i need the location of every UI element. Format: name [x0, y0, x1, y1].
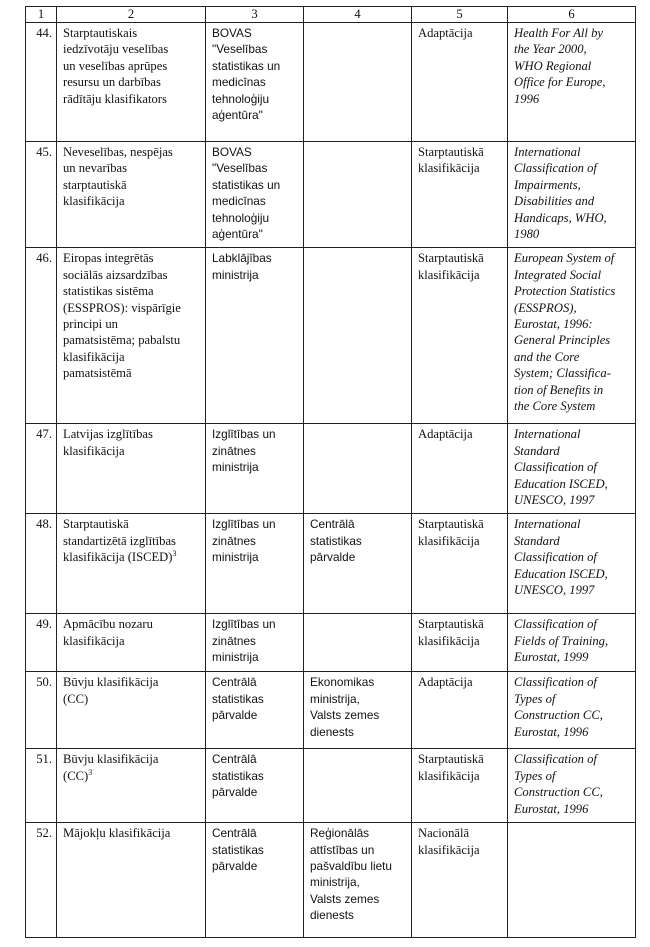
classification-name-text: Apmācību nozaru klasifikācija — [63, 617, 153, 648]
classification-name-text: Starptautiskā standartizētā izglītības klasifikācija (ISCED) — [63, 517, 176, 565]
table-row — [26, 672, 636, 749]
column-number: 6 — [508, 7, 636, 23]
classification-type — [412, 424, 508, 514]
footnote-marker: 3 — [172, 549, 177, 559]
responsible-institution-text: BOVAS "Veselības statistikas un medicīnas tehnoloģiju aģentūra" — [212, 145, 281, 242]
column-number-row — [26, 7, 636, 23]
column-number: 5 — [412, 7, 508, 23]
column-number: 4 — [304, 7, 412, 23]
source-reference — [508, 672, 636, 749]
classification-name-text: Starptautiskais iedzīvotāju veselības un veselības aprūpes resursu un darbības rādītāju klasifikators — [63, 26, 169, 106]
row-number — [26, 749, 57, 823]
classification-type — [412, 614, 508, 672]
table-body — [26, 23, 636, 938]
classification-name-text: Latvijas izglītības klasifikācija — [63, 427, 153, 458]
classification-type-text: Starptautiskā klasifikācija — [418, 251, 484, 282]
cooperating-institution — [304, 514, 412, 614]
table-row — [26, 514, 636, 614]
row-number — [26, 23, 57, 142]
classification-name — [57, 248, 206, 424]
row-number-text: 51. — [36, 752, 52, 767]
cooperating-institution — [304, 749, 412, 823]
cooperating-institution-text: Ekonomikas ministrija, Valsts zemes dienests — [310, 675, 380, 739]
responsible-institution-text: Centrālā statistikas pārvalde — [212, 752, 264, 800]
source-reference-text: International Classification of Impairments, Disabilities and Handicaps, WHO, 1980 — [514, 145, 607, 242]
responsible-institution — [206, 749, 304, 823]
row-number — [26, 514, 57, 614]
classification-name — [57, 424, 206, 514]
table-row — [26, 142, 636, 248]
table-row — [26, 248, 636, 424]
classification-type-text: Adaptācija — [418, 26, 473, 40]
responsible-institution-text: Labklājības ministrija — [212, 251, 272, 282]
source-reference — [508, 248, 636, 424]
row-number — [26, 424, 57, 514]
source-reference-text: Classification of Types of Construction CC, Eurostat, 1996 — [514, 675, 603, 739]
row-number — [26, 672, 57, 749]
cooperating-institution — [304, 23, 412, 142]
classification-name — [57, 142, 206, 248]
cooperating-institution — [304, 614, 412, 672]
classification-name — [57, 823, 206, 938]
responsible-institution-text: Izglītības un zinātnes ministrija — [212, 517, 276, 565]
responsible-institution-text: BOVAS "Veselības statistikas un medicīnas tehnoloģiju aģentūra" — [212, 26, 281, 123]
column-number: 3 — [206, 7, 304, 23]
source-reference — [508, 23, 636, 142]
classification-type-text: Starptautiskā klasifikācija — [418, 517, 484, 548]
source-reference-text: Classification of Fields of Training, Eurostat, 1999 — [514, 617, 609, 665]
classification-name — [57, 672, 206, 749]
responsible-institution-text: Centrālā statistikas pārvalde — [212, 675, 264, 723]
classification-name-text: Būvju klasifikācija (CC) — [63, 675, 159, 706]
responsible-institution-text: Izglītības un zinātnes ministrija — [212, 427, 276, 475]
source-reference — [508, 749, 636, 823]
row-number — [26, 142, 57, 248]
classification-type — [412, 23, 508, 142]
classification-type — [412, 749, 508, 823]
row-number-text: 48. — [36, 517, 52, 532]
source-reference-text: International Standard Classification of Education ISCED, UNESCO, 1997 — [514, 427, 608, 508]
row-number — [26, 823, 57, 938]
cooperating-institution-text: Centrālā statistikas pārvalde — [310, 517, 362, 565]
footnote-marker: 3 — [88, 767, 93, 777]
classification-name-text: Mājokļu klasifikācija — [63, 826, 171, 841]
column-number: 2 — [57, 7, 206, 23]
classification-type-text: Starptautiskā klasifikācija — [418, 145, 484, 176]
source-reference — [508, 142, 636, 248]
source-reference — [508, 823, 636, 938]
row-number-text: 44. — [36, 26, 52, 40]
row-number — [26, 614, 57, 672]
classification-name-text: Būvju klasifikācija (CC) — [63, 752, 159, 783]
classification-name — [57, 749, 206, 823]
responsible-institution-text: Centrālā statistikas pārvalde — [212, 826, 264, 873]
classification-name — [57, 23, 206, 142]
classification-type — [412, 672, 508, 749]
source-reference-text: Classification of Types of Construction CC, Eurostat, 1996 — [514, 752, 603, 816]
row-number-text: 47. — [36, 427, 52, 442]
classification-type-text: Adaptācija — [418, 427, 473, 442]
cooperating-institution — [304, 248, 412, 424]
row-number-text: 49. — [36, 617, 52, 632]
cooperating-institution-text: Reģionālās attīstības un pašvaldību lietu ministrija, Valsts zemes dienests — [310, 826, 392, 923]
classification-type — [412, 142, 508, 248]
classification-type-text: Nacionālā klasifikācija — [418, 826, 480, 857]
responsible-institution — [206, 23, 304, 142]
table-row — [26, 823, 636, 938]
table-row — [26, 23, 636, 142]
classification-name — [57, 514, 206, 614]
source-reference-text: European System of Integrated Social Protection Statistics (ESSPROS), Eurostat, 1996: General Principles and the Core System; Classifica- tion of Benefits in the Core System — [514, 251, 616, 414]
table-row — [26, 749, 636, 823]
responsible-institution — [206, 142, 304, 248]
source-reference — [508, 514, 636, 614]
classification-table — [25, 6, 636, 938]
classification-type-text: Adaptācija — [418, 675, 473, 690]
row-number — [26, 248, 57, 424]
cooperating-institution — [304, 142, 412, 248]
classification-type — [412, 823, 508, 938]
cooperating-institution — [304, 424, 412, 514]
classification-type — [412, 248, 508, 424]
responsible-institution — [206, 823, 304, 938]
classification-name-text: Eiropas integrētās sociālās aizsardzības statistikas sistēma (ESSPROS): vispārīgie principi un pamatsistēma; pabalstu klasifikācija pamatsistēmā — [63, 251, 181, 381]
row-number-text: 45. — [36, 145, 52, 159]
responsible-institution — [206, 514, 304, 614]
responsible-institution — [206, 614, 304, 672]
classification-name-text: Neveselības, nespējas un nevarības starptautiskā klasifikācija — [63, 145, 173, 209]
responsible-institution-text: Izglītības un zinātnes ministrija — [212, 617, 276, 665]
responsible-institution — [206, 424, 304, 514]
classification-name — [57, 614, 206, 672]
source-reference-text: International Standard Classification of Education ISCED, UNESCO, 1997 — [514, 517, 608, 598]
column-number: 1 — [26, 7, 57, 23]
row-number-text: 50. — [36, 675, 52, 690]
source-reference — [508, 424, 636, 514]
table-row — [26, 424, 636, 514]
responsible-institution — [206, 672, 304, 749]
row-number-text: 52. — [36, 826, 52, 841]
cooperating-institution — [304, 823, 412, 938]
source-reference-text: Health For All by the Year 2000, WHO Regional Office for Europe, 1996 — [514, 26, 606, 106]
table-row — [26, 614, 636, 672]
responsible-institution — [206, 248, 304, 424]
row-number-text: 46. — [36, 251, 52, 266]
source-reference — [508, 614, 636, 672]
classification-type-text: Starptautiskā klasifikācija — [418, 752, 484, 783]
classification-type-text: Starptautiskā klasifikācija — [418, 617, 484, 648]
cooperating-institution — [304, 672, 412, 749]
classification-type — [412, 514, 508, 614]
